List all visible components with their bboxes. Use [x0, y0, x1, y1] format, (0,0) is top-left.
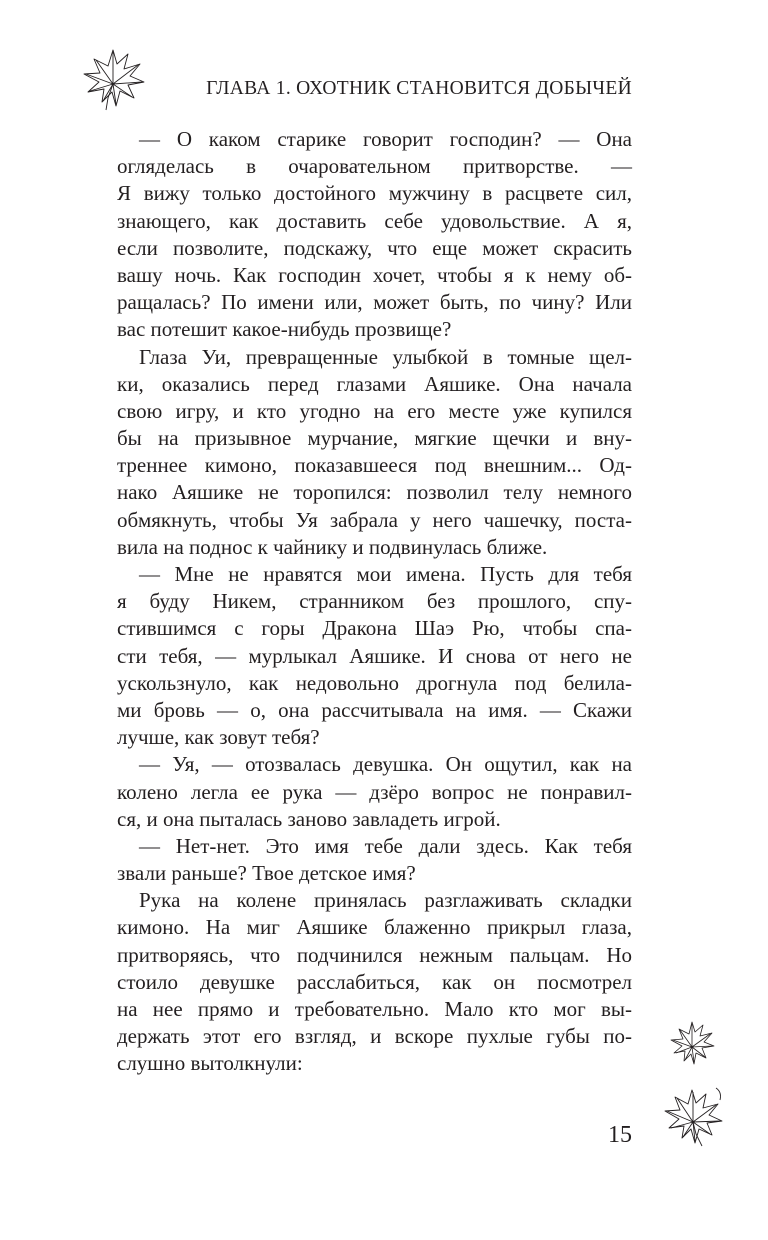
maple-leaf-icon: [78, 44, 148, 116]
text-line: обмякнуть, чтобы Уя забрала у него чашечку, поста-: [117, 507, 632, 532]
text-line: ки, оказались перед глазами Аяшике. Она начала: [117, 371, 632, 396]
maple-leaf-icon: [668, 1018, 716, 1068]
page-number: 15: [608, 1122, 632, 1148]
text-line: — О каком старике говорит господин? — Она: [139, 127, 632, 151]
text-line: свою игру, и кто угодно на его месте уже купился: [117, 398, 632, 423]
text-line: слушно вытолкнули:: [117, 1051, 303, 1076]
text-line: Я вижу только достойного мужчину в расцвете сил,: [117, 181, 632, 206]
text-line: — Мне не нравятся мои имена. Пусть для тебя: [139, 562, 632, 586]
text-line: Глаза Уи, превращенные улыбкой в томные щел-: [139, 344, 632, 369]
maple-leaf-icon: [660, 1082, 728, 1152]
text-line: притворяясь, что подчинился нежным пальцам. Но: [117, 942, 632, 967]
text-line: треннее кимоно, показавшееся под внешним... Од-: [117, 453, 632, 478]
text-line: я буду Никем, странником без прошлого, спу-: [117, 589, 632, 614]
running-header: ГЛАВА 1. ОХОТНИК СТАНОВИТСЯ ДОБЫЧЕЙ: [206, 78, 632, 99]
text-line: сти тебя, — мурлыкал Аяшике. И снова от него не: [117, 643, 632, 668]
text-line: лучше, как зовут тебя?: [117, 725, 320, 750]
text-line: Рука на колене принялась разглаживать складки: [139, 888, 632, 913]
text-line: вас потешит какое-нибудь прозвище?: [117, 317, 452, 342]
text-line: звали раньше? Твое детское имя?: [117, 861, 416, 886]
text-line: если позволите, подскажу, что еще может скрасить: [117, 235, 632, 260]
text-line: нако Аяшике не торопился: позволил телу немного: [117, 480, 632, 505]
text-line: стоило девушке расслабиться, как он посмотрел: [117, 969, 632, 994]
text-line: вашу ночь. Как господин хочет, чтобы я к нему об-: [117, 262, 632, 287]
text-line: стившимся с горы Дракона Шаэ Рю, чтобы спа-: [117, 616, 632, 641]
text-line: колено легла ее рука — дзёро вопрос не понравил-: [117, 779, 632, 804]
text-line: держать этот его взгляд, и вскоре пухлые губы по-: [117, 1024, 632, 1049]
text-line: бы на призывное мурчание, мягкие щечки и вну-: [117, 426, 632, 451]
text-line: кимоно. На миг Аяшике блаженно прикрыл глаза,: [117, 915, 632, 940]
text-line: ращалась? По имени или, может быть, по чину? Или: [117, 290, 632, 315]
text-line: — Уя, — отозвалась девушка. Он ощутил, как на: [139, 752, 632, 777]
text-line: — Нет-нет. Это имя тебе дали здесь. Как тебя: [139, 833, 632, 858]
text-line: ся, и она пыталась заново завладеть игрой.: [117, 806, 501, 831]
text-line: на нее прямо и требовательно. Мало кто мог вы-: [117, 997, 632, 1021]
body-text: [117, 126, 632, 1078]
text-line: ускользнуло, как недовольно дрогнула под белила-: [117, 670, 632, 695]
text-line: огляделась в очаровательном притворстве. —: [117, 154, 632, 179]
text-line: знающего, как доставить себе удовольствие. А я,: [117, 208, 632, 233]
text-line: вила на поднос к чайнику и подвинулась ближе.: [117, 534, 548, 559]
text-line: ми бровь — о, она рассчитывала на имя. — Скажи: [117, 697, 632, 722]
